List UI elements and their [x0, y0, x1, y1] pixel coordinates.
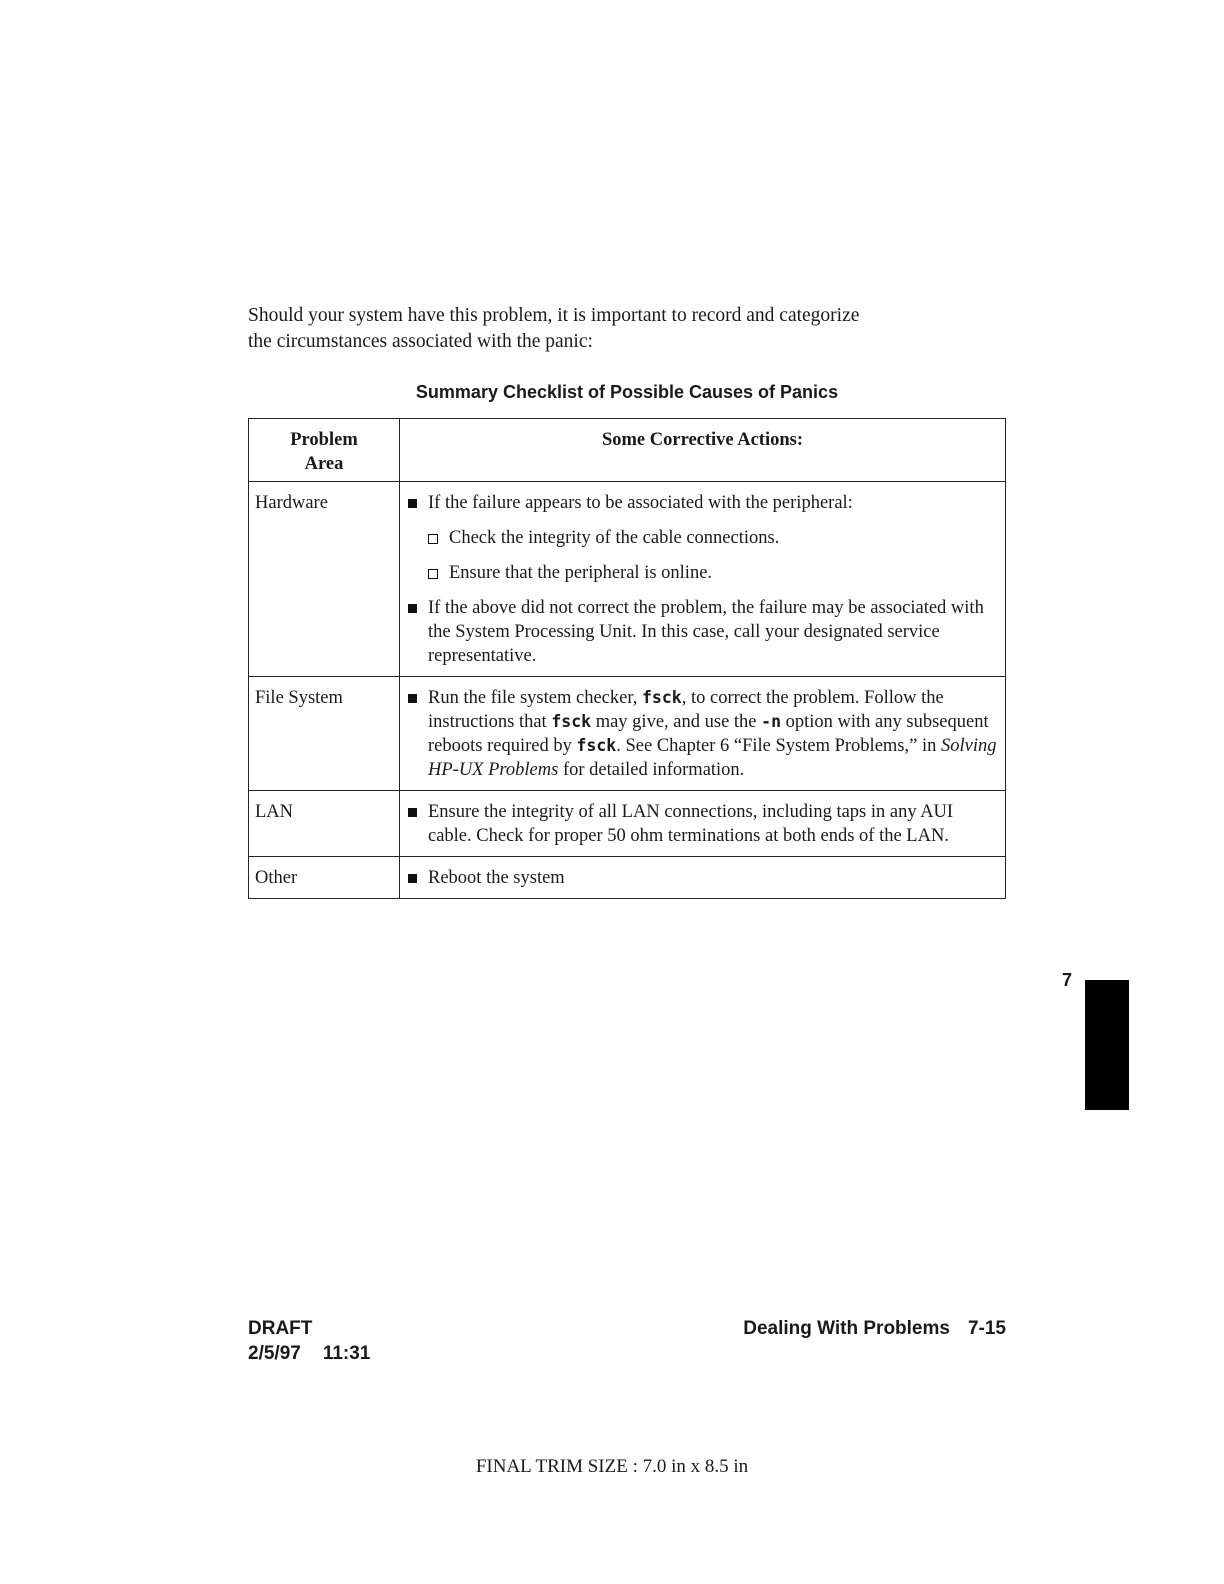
hollow-square-bullet-icon [428, 569, 438, 579]
table-row-lan [249, 791, 1006, 857]
header-area-line-1: Problem [290, 430, 358, 450]
list-item [406, 491, 999, 515]
fsck-command: fsck [642, 688, 682, 707]
area-hardware: Hardware [249, 482, 400, 677]
chapter-thumb-tab [1085, 980, 1129, 1110]
chapter-number: 7 [1062, 970, 1073, 990]
hollow-square-bullet-icon [428, 534, 438, 544]
list-item [406, 800, 999, 848]
trim-size-note: FINAL TRIM SIZE : 7.0 in x 8.5 in [475, 1456, 749, 1477]
intro-line-1: Should your system have this problem, it is important to record and categorize [248, 305, 860, 326]
hardware-item-1: If the failure appears to be associated with the peripheral: [428, 493, 853, 513]
table-caption: Summary Checklist of Possible Causes of Panics [415, 382, 839, 402]
header-problem-area [249, 419, 400, 482]
book-title: Solving HP-UX Problems [428, 736, 997, 780]
page-number: 7-15 [967, 1318, 1006, 1339]
table-row-file-system [249, 677, 1006, 791]
draft-time: 11:31 [322, 1343, 371, 1364]
area-lan: LAN [249, 791, 400, 857]
fsck-command: fsck [551, 712, 592, 731]
area-file-system: File System [249, 677, 400, 791]
other-item-1: Reboot the system [428, 868, 565, 888]
filled-square-bullet-icon [408, 874, 417, 883]
sub-list-item [406, 561, 999, 585]
actions-file-system [400, 677, 1006, 791]
n-option: -n [761, 712, 782, 731]
list-item [406, 596, 999, 668]
fs-text-1: Run the file system checker, [428, 688, 642, 708]
footer-page-info [700, 1316, 1006, 1341]
list-item [406, 686, 999, 782]
hardware-item-2: If the above did not correct the problem, the failure may be associated with the System Processing Unit. In this case, call your designated service representative. [428, 598, 984, 666]
list-item [406, 866, 999, 890]
intro-line-2: the circumstances associated with the panic: [248, 331, 593, 352]
footer-draft-block [248, 1316, 370, 1366]
fs-text-4: option with any subsequent reboots required by [428, 712, 989, 756]
intro-paragraph [248, 303, 1008, 355]
hardware-sub-1: Check the integrity of the cable connections. [449, 528, 780, 548]
filled-square-bullet-icon [408, 499, 417, 508]
section-title: Dealing With Problems [743, 1318, 950, 1339]
table-row-hardware [249, 482, 1006, 677]
fs-text-2: , to correct the problem. Follow the instructions that [428, 688, 944, 732]
fs-text-3: may give, and use the [591, 712, 762, 732]
actions-hardware [400, 482, 1006, 677]
panic-causes-table [248, 418, 1006, 899]
fs-text-6: for detailed information. [558, 760, 745, 780]
lan-item-1: Ensure the integrity of all LAN connections, including taps in any AUI cable. Check for proper 50 ohm terminations at both ends of the LAN. [428, 802, 954, 846]
sub-list-item [406, 526, 999, 550]
fs-text-5: . See Chapter 6 “File System Problems,” in [616, 736, 941, 756]
header-corrective-actions: Some Corrective Actions: [400, 419, 1006, 482]
hardware-sub-2: Ensure that the peripheral is online. [449, 563, 713, 583]
fsck-command: fsck [576, 736, 617, 755]
area-other: Other [249, 857, 400, 899]
actions-other [400, 857, 1006, 899]
table-row-other [249, 857, 1006, 899]
filled-square-bullet-icon [408, 604, 417, 613]
filled-square-bullet-icon [408, 694, 417, 703]
actions-lan [400, 791, 1006, 857]
draft-label: DRAFT [248, 1318, 313, 1339]
table-header-row [249, 419, 1006, 482]
filled-square-bullet-icon [408, 808, 417, 817]
draft-date: 2/5/97 [248, 1343, 301, 1364]
header-area-line-2: Area [304, 454, 344, 474]
